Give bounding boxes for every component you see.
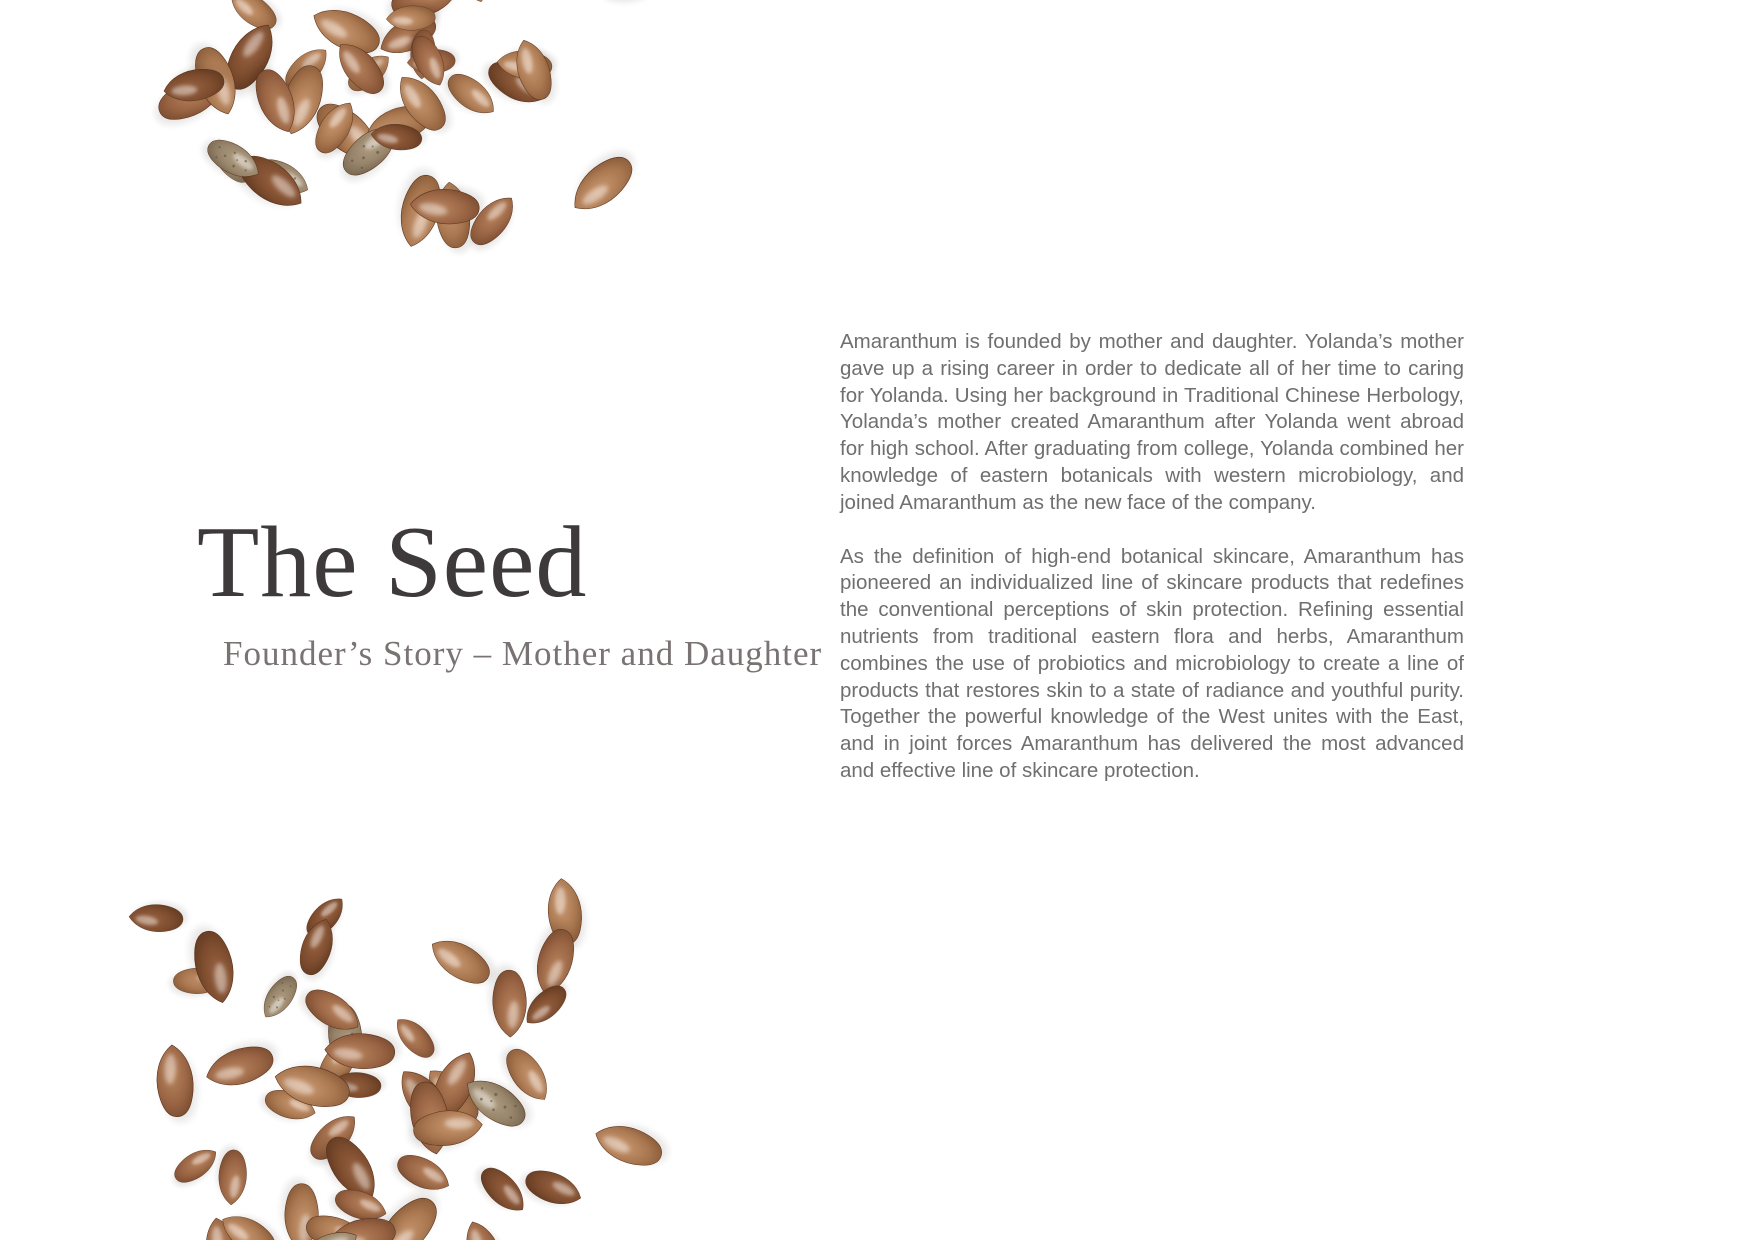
page-subtitle: Founder’s Story – Mother and Daughter — [223, 634, 823, 673]
title-block — [197, 506, 823, 673]
page-title: The Seed — [197, 506, 588, 619]
paragraph-founders-story: Amaranthum is founded by mother and daughter. Yolanda’s mother gave up a rising career in order to dedicate all of her time to caring for Yolanda. Using her background in Traditional Chinese Herbology, Yolanda’s mother created Amaranthum after Yolanda went abroad for high school. After graduating from college, Yolanda combined her knowledge of eastern botanicals with western microbiology, and joined Amaranthum as the new face of the company. — [840, 330, 1464, 514]
flax-seeds-image-bottom — [128, 877, 673, 1240]
article-text — [840, 329, 1464, 812]
flax-seeds-image-top — [148, 0, 667, 257]
paragraph-brand-philosophy: As the definition of high-end botanical skincare, Amaranthum has pioneered an individualized line of skincare products that redefines the conventional perceptions of skin protection. Refining essential nutrients from traditional eastern flora and herbs, Amaranthum combines the use of probiotics and microbiology to create a line of products that restores skin to a state of radiance and youthful purity. Together the powerful knowledge of the West unites with the East, and in joint forces Amaranthum has delivered the most advanced and effective line of skincare protection. — [840, 544, 1464, 782]
